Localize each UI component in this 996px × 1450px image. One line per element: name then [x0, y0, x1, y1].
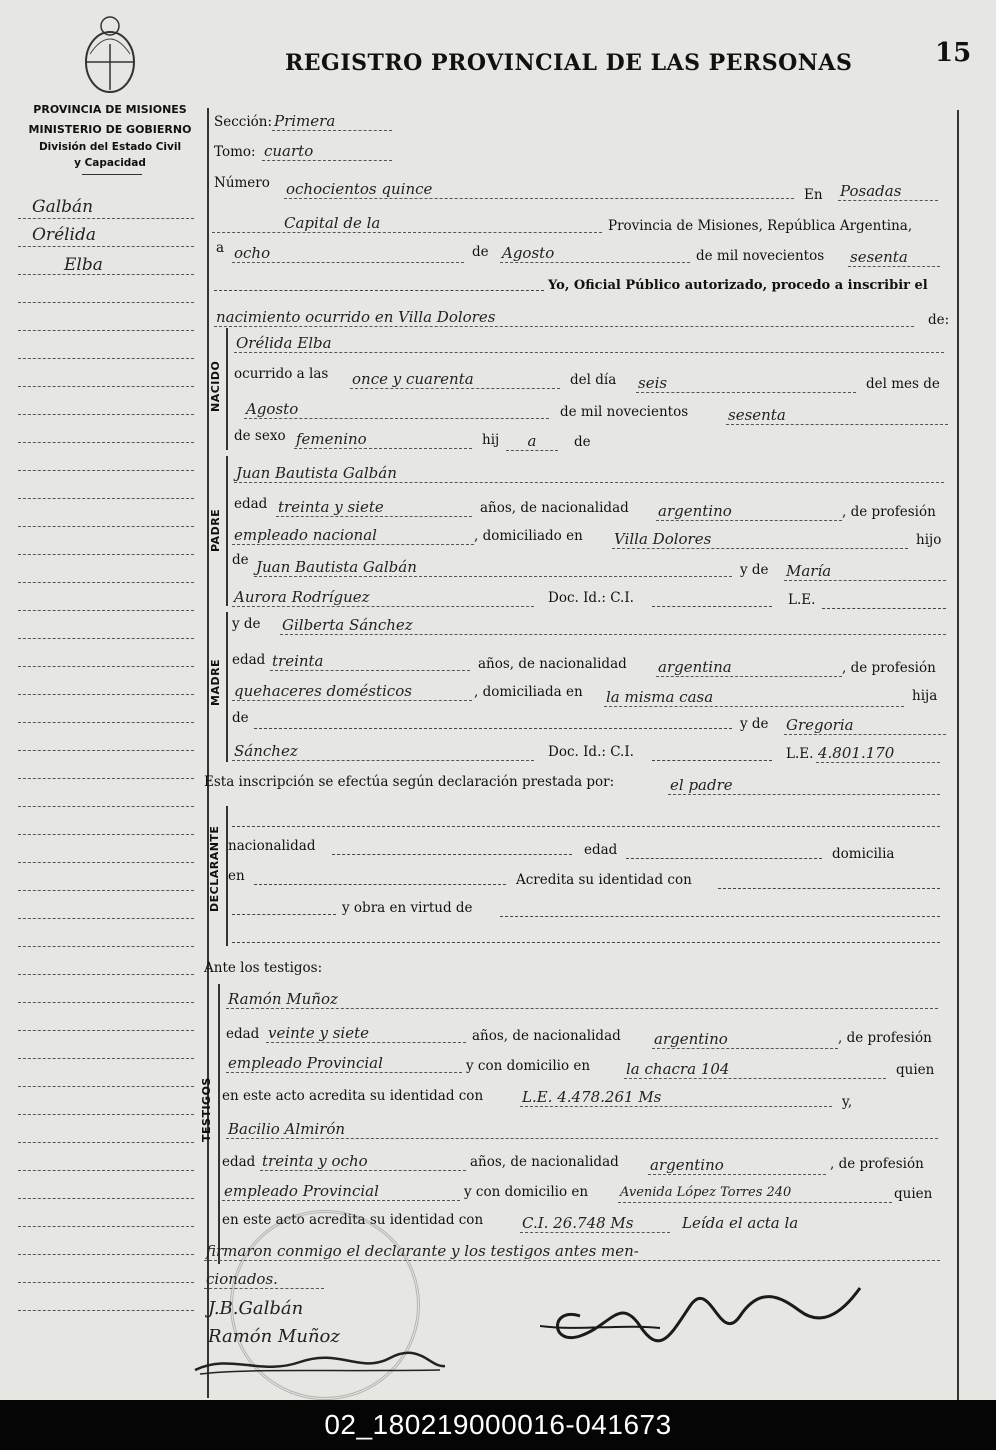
cierre-texto-1: firmaron conmigo el declarante y los testigos antes men- — [204, 1242, 940, 1261]
madre-de-label: de — [232, 710, 249, 726]
testigo2-profesion: empleado Provincial — [222, 1182, 460, 1201]
declarante-acredita-blank — [718, 888, 940, 889]
acto-value: nacimiento ocurrido en Villa Dolores — [214, 308, 914, 327]
testigos-border — [218, 984, 220, 1264]
blank-line — [214, 290, 544, 291]
testigo1-domicilio: la chacra 104 — [624, 1060, 886, 1079]
padre-le-blank — [822, 608, 946, 609]
signature-testigo1: Ramón Muñoz — [208, 1326, 340, 1347]
a-label: a — [216, 240, 225, 256]
testigo1-doc: L.E. 4.478.261 Ms — [520, 1088, 832, 1107]
madre-madre-nombre-2: Sánchez — [232, 742, 534, 761]
declarante-obra-label: y obra en virtud de — [342, 900, 473, 916]
nacido-de-label: de — [574, 434, 591, 450]
testigo1-edad: veinte y siete — [266, 1024, 466, 1043]
testigo1-acredita-label: en este acto acredita su identidad con — [222, 1088, 484, 1104]
testigo2-anos-label: años, de nacionalidad — [470, 1154, 619, 1170]
madre-madre-nombre-1: Gregoria — [784, 716, 946, 735]
seccion-label: Sección: — [214, 114, 273, 130]
padre-de-label: de — [232, 552, 249, 568]
nacido-nombre: Orélida Elba — [234, 334, 944, 353]
seccion-value: Primera — [272, 112, 392, 131]
madre-padre-blank — [254, 728, 732, 729]
madre-le-value: 4.801.170 — [816, 744, 940, 763]
padre-le-label: L.E. — [788, 592, 816, 608]
padre-hijo-label: hijo — [916, 532, 942, 548]
de-colon-label: de: — [928, 312, 950, 328]
oficial-text: Yo, Oficial Público autorizado, procedo a inscribir el — [548, 278, 928, 293]
document-title: REGISTRO PROVINCIAL DE LAS PERSONAS — [285, 50, 853, 76]
declarante-en-label: en — [228, 868, 245, 884]
tomo-label: Tomo: — [214, 144, 256, 160]
testigos-ante-label: Ante los testigos: — [204, 960, 323, 976]
padre-edad-label: edad — [234, 496, 268, 512]
declarante-nombre-blank — [232, 826, 940, 827]
hij-suffix: a — [506, 432, 558, 451]
nacido-mil-label: de mil novecientos — [560, 404, 689, 420]
padre-doc-blank — [652, 606, 772, 607]
testigo2-edad: treinta y ocho — [260, 1152, 466, 1171]
madre-edad-label: edad — [232, 652, 266, 668]
org-ministry: MINISTERIO DE GOBIERNO — [28, 123, 192, 136]
testigo1-profesion-label: , de profesión — [838, 1030, 932, 1046]
madre-border — [226, 612, 228, 762]
padre-profesion: empleado nacional — [232, 526, 474, 545]
padre-padre-nombre: Juan Bautista Galbán — [254, 558, 732, 577]
section-padre: PADRE — [209, 508, 222, 552]
madre-y-de2-label: y de — [740, 716, 769, 732]
signature-testigo2-icon — [190, 1348, 450, 1378]
testigo1-domicilio-label: y con domicilio en — [466, 1058, 591, 1074]
madre-nombre: Gilberta Sánchez — [280, 616, 946, 635]
declarante-obra-blank — [500, 916, 940, 917]
nacido-hora: once y cuarenta — [350, 370, 560, 389]
madre-doc-label: Doc. Id.: C.I. — [548, 744, 634, 760]
testigo1-nacionalidad: argentino — [652, 1030, 838, 1049]
madre-le-label: L.E. — [786, 746, 814, 762]
padre-doc-label: Doc. Id.: C.I. — [548, 590, 634, 606]
testigo2-quien-label: quien — [894, 1186, 933, 1202]
org-province: PROVINCIA DE MISIONES — [33, 103, 187, 116]
testigo2-nombre: Bacilio Almirón — [226, 1120, 938, 1139]
scan-id-text: 02_180219000016-041673 — [324, 1409, 672, 1440]
main-right-border — [957, 110, 959, 1400]
nacido-anio: sesenta — [726, 406, 948, 425]
madre-edad: treinta — [270, 652, 470, 671]
en-value: Posadas — [838, 182, 938, 201]
margin-surname: Galbán — [32, 197, 94, 217]
provincia-text: Provincia de Misiones, República Argentina, — [608, 218, 913, 234]
madre-domicilio-label: , domiciliada en — [474, 684, 583, 700]
del-dia-label: del día — [570, 372, 617, 388]
testigo2-acredita-label: en este acto acredita su identidad con — [222, 1212, 484, 1228]
padre-domicilio: Villa Dolores — [612, 530, 908, 549]
tomo-value: cuarto — [262, 142, 392, 161]
org-underline — [82, 174, 142, 175]
margin-secondname: Elba — [64, 255, 103, 275]
margin-firstname: Orélida — [32, 225, 97, 245]
nacido-border — [226, 328, 228, 450]
declarante-extra-blank — [232, 942, 940, 943]
padre-nombre: Juan Bautista Galbán — [234, 464, 944, 483]
padre-madre-nombre-2: Aurora Rodríguez — [232, 588, 534, 607]
declarante-nacionalidad-label: nacionalidad — [228, 838, 316, 854]
testigo2-edad-label: edad — [222, 1154, 256, 1170]
declaracion-por: el padre — [668, 776, 940, 795]
padre-nacionalidad: argentino — [656, 502, 842, 521]
sexo-label: de sexo — [234, 428, 286, 444]
testigo2-domicilio: Avenida López Torres 240 — [618, 1184, 892, 1203]
testigo1-edad-label: edad — [226, 1026, 260, 1042]
fecha-dia: ocho — [232, 244, 464, 263]
section-declarante: DECLARANTE — [208, 825, 221, 912]
section-madre: MADRE — [209, 658, 222, 706]
madre-profesion: quehaceres domésticos — [232, 682, 472, 701]
padre-anos-label: años, de nacionalidad — [480, 500, 629, 516]
de-label: de — [472, 244, 489, 260]
declarante-edad-label: edad — [584, 842, 618, 858]
nacido-mes: Agosto — [244, 400, 549, 419]
testigo1-quien-label: quien — [896, 1062, 935, 1078]
testigo2-profesion-label: , de profesión — [830, 1156, 924, 1172]
nacido-sexo: femenino — [294, 430, 472, 449]
mil-label: de mil novecientos — [696, 248, 825, 264]
madre-nacionalidad: argentina — [656, 658, 842, 677]
padre-domicilio-label: , domiciliado en — [474, 528, 583, 544]
section-testigos: TESTIGOS — [200, 1077, 213, 1142]
declarante-edad-blank — [626, 858, 822, 859]
del-mes-label: del mes de — [866, 376, 940, 392]
padre-edad: treinta y siete — [276, 498, 472, 517]
madre-hija-label: hija — [912, 688, 938, 704]
testigo1-nombre: Ramón Muñoz — [226, 990, 938, 1009]
org-division: División del Estado Civil — [38, 141, 182, 153]
declarante-acredita-label: Acredita su identidad con — [516, 872, 692, 888]
madre-y-de-label: y de — [232, 616, 261, 632]
testigo2-cierre: Leída el acta la — [682, 1214, 799, 1232]
declarante-en-blank — [254, 884, 506, 885]
declarante-nacionalidad-blank — [332, 854, 572, 855]
org-capacity: y Capacidad — [74, 157, 146, 169]
padre-madre-nombre-1: María — [784, 562, 946, 581]
declarante-domicilia-label: domicilia — [832, 846, 895, 862]
nacido-dia: seis — [636, 374, 856, 393]
declaracion-text: Esta inscripción se efectúa según declaración prestada por: — [204, 774, 615, 790]
padre-border — [226, 456, 228, 606]
testigo2-domicilio-label: y con domicilio en — [464, 1184, 589, 1200]
numero-label: Número — [214, 175, 270, 191]
main-left-border — [207, 108, 209, 1398]
section-nacido: NACIDO — [209, 360, 222, 412]
scan-id-bar — [0, 1400, 996, 1450]
ocurrido-label: ocurrido a las — [234, 366, 329, 382]
madre-domicilio: la misma casa — [604, 688, 904, 707]
en-label: En — [804, 187, 823, 203]
fecha-mes: Agosto — [500, 244, 690, 263]
declarante-doc-blank — [232, 914, 336, 915]
numero-value: ochocientos quince — [284, 180, 794, 199]
madre-anos-label: años, de nacionalidad — [478, 656, 627, 672]
testigo2-nacionalidad: argentino — [648, 1156, 826, 1175]
page-number: 15 — [935, 38, 972, 68]
signature-oficial-icon — [540, 1276, 870, 1356]
fecha-anio: sesenta — [848, 248, 940, 267]
padre-profesion-label: , de profesión — [842, 504, 936, 520]
hij-label: hij — [482, 432, 500, 448]
madre-doc-blank — [652, 760, 772, 761]
capital-value: Capital de la — [212, 214, 602, 233]
coat-of-arms-icon — [80, 14, 140, 98]
testigo2-doc: C.I. 26.748 Ms — [520, 1214, 670, 1233]
testigo1-y-label: y, — [842, 1094, 853, 1110]
madre-profesion-label: , de profesión — [842, 660, 936, 676]
cierre-texto-2: cionados. — [204, 1270, 324, 1289]
testigo1-anos-label: años, de nacionalidad — [472, 1028, 621, 1044]
signature-padre: J.B.Galbán — [208, 1298, 304, 1319]
padre-y-de-label: y de — [740, 562, 769, 578]
testigo1-profesion: empleado Provincial — [226, 1054, 462, 1073]
